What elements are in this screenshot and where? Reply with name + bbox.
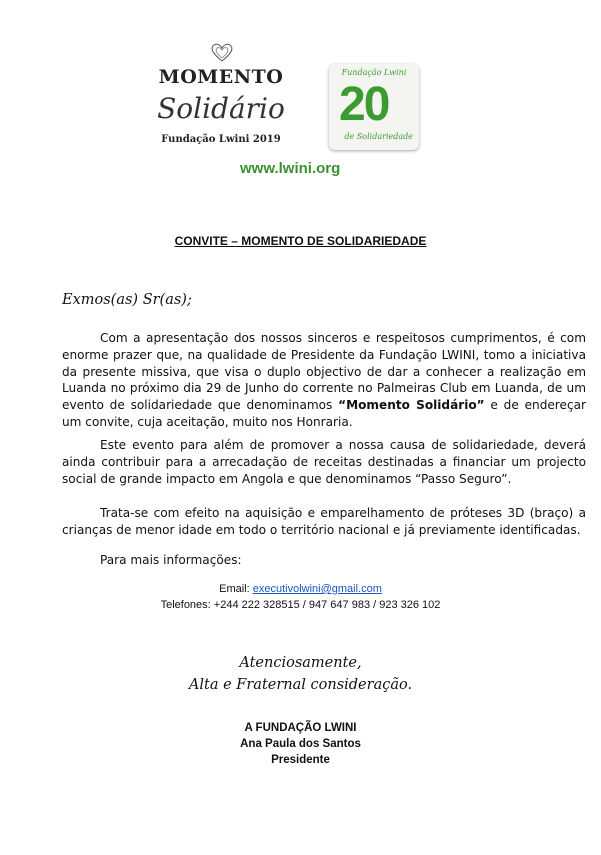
logo-right-number: 20 (339, 78, 389, 131)
paragraph-4: Para mais informações: (100, 553, 242, 567)
logo-solidario-text: Solidário (157, 92, 285, 125)
phones-line: Telefones: +244 222 328515 / 947 647 983 / 923 326 102 (160, 599, 441, 611)
logo-right-bottom-text: de Solidariedade (344, 132, 413, 141)
event-name: “Momento Solidário” (338, 398, 485, 413)
momento-solidario-logo (156, 40, 286, 160)
paragraph-1-end: e de endereçar um convite, cuja aceitação, muito nos Honraria. (62, 398, 586, 429)
email-label: Email: (219, 583, 253, 595)
greeting: Exmos(as) Sr(as); (62, 292, 192, 308)
logo-momento-text: MOMENTO (158, 66, 284, 88)
lwini-20-anos-logo (329, 64, 419, 150)
signer-name: Ana Paula dos Santos (240, 738, 361, 750)
organization-name: A FUNDAÇÃO LWINI (244, 722, 357, 734)
paragraph-1-start: Com a apresentação dos nossos sinceros e respeitosos cumprimentos, é com enorme prazer que, na qualidade de Presidente da Fundação LWINI, tomo a iniciativa da presente missiva, que visa o duplo objectivo de dar a conhecer a realização em Luanda no próximo dia 29 de Junho do corrente no Palmeiras Club em Luanda, de um evento de solidariedade que denominamos (62, 331, 586, 413)
website-link[interactable]: www.lwini.org (240, 160, 341, 177)
closing-line-2: Alta e Fraternal consideração. (188, 677, 413, 693)
email-line (0, 583, 601, 595)
hearts-icon (208, 40, 236, 64)
closing-line-1: Atenciosamente, (239, 655, 362, 671)
logo-right-top-text: Fundação Lwini (341, 68, 407, 77)
email-link[interactable]: executivolwini@gmail.com (252, 583, 382, 595)
paragraph-3: Trata-se com efeito na aquisição e emparelhamento de próteses 3D (braço) a crianças de menor idade em todo o território nacional e já previamente identificadas. (62, 506, 586, 537)
logo-fundacao-text: Fundação Lwini 2019 (161, 134, 281, 145)
paragraph-1 (62, 330, 586, 431)
signer-role: Presidente (271, 754, 330, 766)
document-title: CONVITE – MOMENTO DE SOLIDARIEDADE (174, 234, 427, 248)
paragraph-2: Este evento para além de promover a nossa causa de solidariedade, deverá ainda contribuir para a arrecadação de receitas destinadas a financiar um projecto social de grande impacto em Angola e que denominamos “Passo Seguro”. (62, 438, 586, 486)
